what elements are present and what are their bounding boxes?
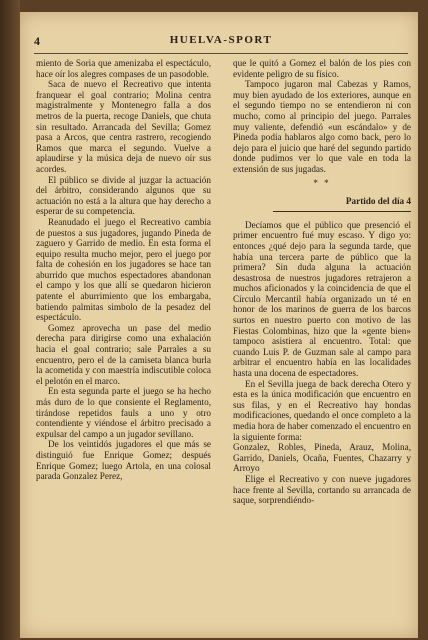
book-binding-edge bbox=[0, 0, 20, 640]
paragraph: De los veintidós jugadores el que más se distinguió fue Enrique Gomez; después Enrique Gomez; luego Artola, en una colosal parada Gonzalez Perez, bbox=[36, 439, 211, 482]
paragraph: El público se divide al juzgar la actuación del árbitro, considerando algunos que su actuación no está a la altura que hay derecho a esperar de su competencia. bbox=[36, 174, 211, 217]
paragraph: miento de Soria que amenizaba el espectáculo, hace oír los alegres compases de un pasodoble. bbox=[36, 58, 211, 79]
left-column bbox=[36, 58, 211, 482]
section-rule bbox=[273, 211, 411, 212]
paragraph: En el Sevilla juega de back derecha Otero y esta es la única modificación que encuentro en sus filas, y en el Recreativo hay hondas modificaciones, quedando el once completo a la media hora de haber comenzado el encuentro en la siguiente forma: bbox=[233, 378, 411, 442]
paragraph: que le quitó a Gomez el balón de los pies con evidente peligro de su físico. bbox=[233, 58, 411, 79]
right-column-top bbox=[233, 58, 411, 175]
right-column bbox=[233, 58, 411, 506]
paragraph: Elige el Recreativo y con nueve jugadores hace frente al Sevilla, cortando su arrancada de saque, sorprendiéndo- bbox=[233, 473, 411, 506]
paragraph: Reanudado el juego el Recreativo cambia de puestos a sus jugadores, jugando Pineda de zaguero y Garrido de medio. En esta forma el equipo resulta mucho mejor, pero el juego por falta de cohesión en los jugadores se hace tan aburrido que muchos espectadores abandonan el campo y los que allí se quedaron hicieron patente el aburrimiento que los embargaba, batiendo palmitas simbolo de la pesadez del espectáculo. bbox=[36, 216, 211, 323]
paragraph: Decíamos que el público que presenció el primer encuentro fué muy escaso. Y digo yo: entonces ¿qué dejo para la segunda tarde, que había una tercera parte de público que la primera? Sin duda alguna la actuación desastrosa de nuestros jugadores retrajeron a muchos aficionados y la coincidencia de que el Círculo Mercantil había organizado un té en honor de los marinos de guerra de los barcos surtos en nuestro puerto con motivo de las Fiestas Colombinas, hizo que la «gente bien» tampoco asistiera al encuentro. Total: que cuando Luis P. de Guzman sale al campo para arbitrar el encuentro había en las localidades hasta una docena de espectadores. bbox=[233, 219, 411, 379]
page-number: 4 bbox=[34, 34, 40, 48]
paragraph: Gonzalez, Robles, Pineda, Arauz, Molina, Garrido, Daniels, Ocaña, Fuentes, Chazarry y Arroyo bbox=[233, 442, 411, 474]
paragraph: Gomez aprovecha un pase del medio derecha para dirigirse como una exhalación hacia el goal contrario; sale Parrales a su encuentro, pero el de la camiseta blanca burla la acometida y con maestría indiscutible coloca el pelotón en el marco. bbox=[36, 322, 211, 386]
publication-title: HUELVA-SPORT bbox=[169, 34, 273, 46]
section-title: Partido del día 4 bbox=[345, 196, 411, 207]
paragraph: Saca de nuevo el Recreativo que intenta franquear el goal contrario; Molina centra magistralmente y Montenegro falla a dos metros de la puerta, recoge Daniels, que chuta sin resultado. Arrancada del Sevilla; Gomez pasa a Arcos, que centra rastrero, recogiendo Ramos que marca el segundo. Vuelve a aplaudirse y la música deja de nuevo oír sus acordes. bbox=[36, 79, 211, 174]
header-rule bbox=[34, 53, 408, 54]
paragraph: Tampoco jugaron mal Cabezas y Ramos, muy bien ayudado de los exteriores, aunque en el segundo tiempo no se entendieron ni con mucho, como al principio del juego. Parrales muy valiente, defendió «un escándalo» y de Pineda podía hablaros algo como back, pero lo dejo para el juicio que haré del segundo partido donde pudimos ver lo que vale en toda la extensión de sus jugadas. bbox=[233, 79, 411, 174]
paragraph: En esta segunda parte el juego se ha hecho más duro de lo que consiente el Reglamento, tirándose repetidos fauls a uno y otro contendiente y viéndose el árbitro precisado a expulsar del campo a un jugador sevillano. bbox=[36, 386, 211, 439]
section-separator-stars: * * bbox=[313, 177, 331, 188]
page-header bbox=[34, 34, 408, 50]
right-column-bottom bbox=[233, 220, 411, 506]
newspaper-page bbox=[20, 12, 418, 638]
